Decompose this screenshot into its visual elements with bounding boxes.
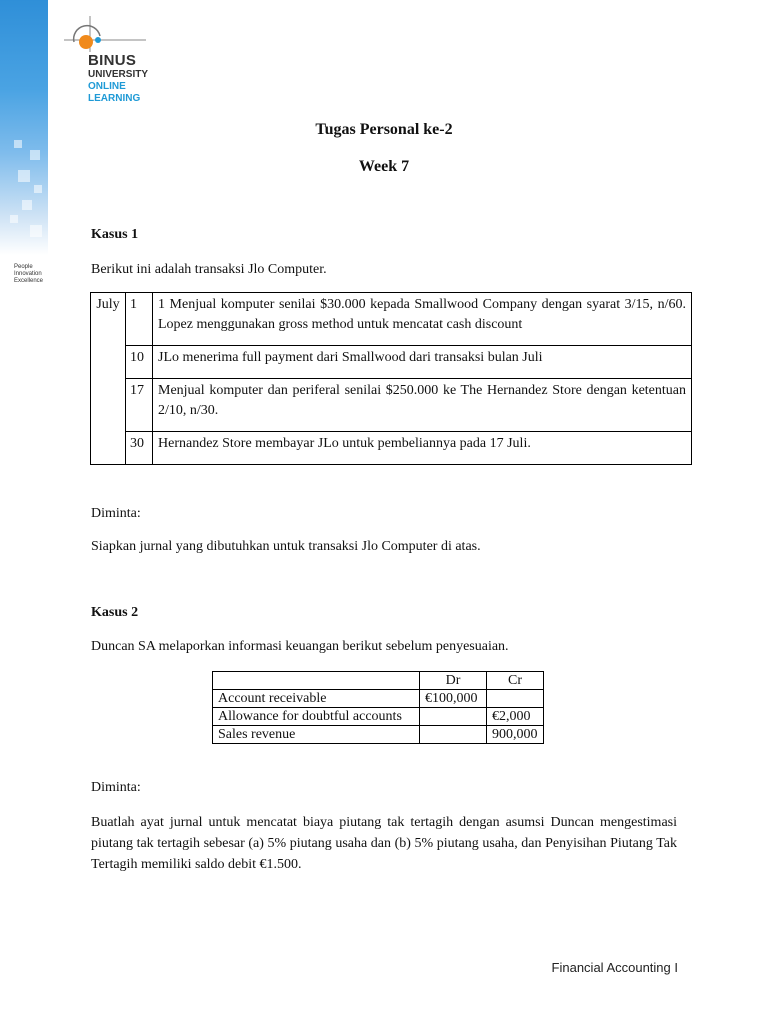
table-row (91, 379, 692, 432)
day-cell: 10 (126, 346, 153, 379)
column-header-account (213, 672, 420, 690)
kasus1-heading: Kasus 1 (91, 227, 139, 242)
kasus2-heading: Kasus 2 (91, 605, 139, 620)
kasus2-task: Buatlah ayat jurnal untuk mencatat biaya piutang tak tertagih dengan asumsi Duncan mengestimasi piutang tak tertagih sebesar (a) 5% piutang usaha dan (b) 5% piutang usaha, dan Penyisihan Piutang Tak Tertagih memiliki saldo debit €1.500. (91, 815, 677, 872)
brand-tagline: People Innovation Excellence (14, 264, 44, 284)
credit-cell (487, 690, 544, 708)
footer-course-name: Financial Accounting I (551, 960, 678, 975)
description-cell: Menjual komputer dan periferal senilai $250.000 ke The Hernandez Store dengan ketentuan 2/10, n/30. (153, 379, 692, 432)
table-row (91, 346, 692, 379)
document-subtitle: Week 7 (358, 158, 410, 175)
logo-mark-icon (60, 14, 150, 54)
day-cell: 17 (126, 379, 153, 432)
table-row (91, 432, 692, 465)
description-cell: Hernandez Store membayar JLo untuk pembeliannya pada 17 Juli. (153, 432, 692, 465)
table-row (91, 293, 692, 346)
account-cell: Sales revenue (213, 726, 420, 744)
table-row (213, 708, 544, 726)
credit-cell: 900,000 (487, 726, 544, 744)
transactions-table (90, 292, 692, 465)
column-header-dr: Dr (420, 672, 487, 690)
kasus2-diminta-label: Diminta: (91, 780, 141, 795)
kasus1-task: Siapkan jurnal yang dibutuhkan untuk transaksi Jlo Computer di atas. (91, 539, 481, 554)
logo-line-university: UNIVERSITY (88, 69, 149, 80)
credit-cell: €2,000 (487, 708, 544, 726)
month-cell: July (91, 293, 126, 465)
debit-cell: €100,000 (420, 690, 487, 708)
table-row (213, 690, 544, 708)
document-title: Tugas Personal ke-2 (315, 121, 453, 138)
logo-name: BINUS (88, 52, 137, 69)
column-header-cr: Cr (487, 672, 544, 690)
logo-line-learning: LEARNING (88, 93, 141, 104)
day-cell: 30 (126, 432, 153, 465)
balance-table (212, 671, 544, 744)
description-cell: 1 Menjual komputer senilai $30.000 kepada Smallwood Company dengan syarat 3/15, n/60. Lopez menggunakan gross method untuk mencatat cash discount (153, 293, 692, 346)
kasus1-intro: Berikut ini adalah transaksi Jlo Computer. (91, 262, 327, 277)
binus-logo (60, 14, 170, 109)
table-row (213, 726, 544, 744)
account-cell: Account receivable (213, 690, 420, 708)
kasus2-intro: Duncan SA melaporkan informasi keuangan berikut sebelum penyesuaian. (91, 639, 509, 654)
table-header-row (213, 672, 544, 690)
debit-cell (420, 726, 487, 744)
account-cell: Allowance for doubtful accounts (213, 708, 420, 726)
day-cell: 1 (126, 293, 153, 346)
description-cell: JLo menerima full payment dari Smallwood dari transaksi bulan Juli (153, 346, 692, 379)
logo-line-online: ONLINE (88, 81, 126, 92)
kasus1-diminta-label: Diminta: (91, 506, 141, 521)
debit-cell (420, 708, 487, 726)
